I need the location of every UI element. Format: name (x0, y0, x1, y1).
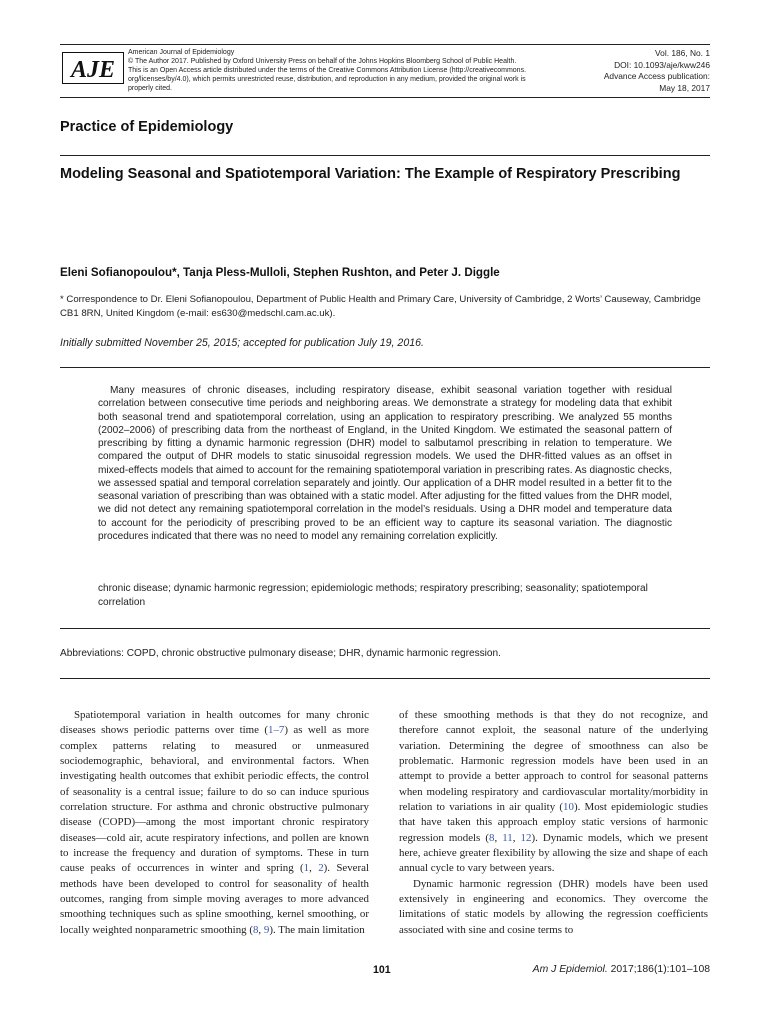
abstract-top-rule (60, 367, 710, 368)
correspondence-note: * Correspondence to Dr. Eleni Sofianopoulou, Department of Public Health and Primary Care, University of Cambridge, 2 Worts’ Causeway, Cambridge CB1 8RN, United Kingdom (e-mail: es630@medschl.cam.ac.uk). (60, 294, 701, 319)
reference-link[interactable]: 9 (263, 923, 270, 936)
reference-link[interactable]: 8 (252, 923, 259, 936)
intro-paragraph-2: Dynamic harmonic regression (DHR) models have been used extensively in engineering and economics. They overcome the limitations of static models by allowing the regression coefficients associated with sine and cosine terms to (399, 877, 708, 936)
author-list: Eleni Sofianopoulou*, Tanja Pless-Mulloli, Stephen Rushton, and Peter J. Diggle (60, 266, 500, 279)
section-title: Practice of Epidemiology (60, 119, 234, 135)
license-line-3: properly cited. (128, 85, 172, 92)
abstract: Many measures of chronic diseases, including respiratory disease, exhibit seasonal variation together with residual correlation between consecutive time periods and neighboring areas. We demonstrate a strategy for modeling data that exhibit both seasonal trend and spatiotemporal correlation, using an application to respiratory prescribing. We analyzed 55 months (2002–2006) of prescribing data from the northeast of England, in the United Kingdom. We estimated the seasonal pattern of prescribing by fitting a dynamic harmonic regression (DHR) model to salbutamol prescribing in relation to temperature. We compared the output of DHR models to static sinusoidal regression models. We used the DHR-fitted values as an offset in mixed-effects models that aimed to account for the remaining spatiotemporal variation in prescribing rates. As diagnostic checks, we assessed spatial and temporal correlation separately and jointly. Our application of a DHR model resulted in a better fit to the seasonal variation of prescribing than was obtained with a static model. After adjusting for the fitted values from the DHR model, we did not detect any remaining spatiotemporal correlation in the model’s residuals. Using a DHR model and temperature data to account for the periodicity of prescribing proved to be an efficient way to capture its seasonal variation. The diagnostic procedures indicated that there was no need to model any remaining correlation explicitly. (98, 385, 672, 542)
reference-link[interactable]: 12 (520, 831, 532, 844)
license-line-2: org/licenses/by/4.0), which permits unrestricted reuse, distribution, and reproduction in any medium, provided the original work is (128, 76, 526, 83)
aje-logo-text: AJE (70, 57, 116, 83)
copyright-line: © The Author 2017. Published by Oxford University Press on behalf of the Johns Hopkins Bloomberg School of Public Health. (128, 58, 517, 65)
reference-link[interactable]: 1–7 (268, 724, 285, 737)
abbreviations: Abbreviations: COPD, chronic obstructive pulmonary disease; DHR, dynamic harmonic regression. (60, 648, 501, 659)
publication-date: May 18, 2017 (659, 82, 710, 93)
volume-issue: Vol. 186, No. 1 (655, 48, 710, 58)
body-column-right (399, 708, 708, 938)
publication-info (570, 48, 710, 94)
reference-link[interactable]: 10 (563, 801, 574, 814)
citation-details: 2017;186(1):101–108 (607, 964, 710, 975)
doi[interactable]: DOI: 10.1093/aje/kww246 (614, 59, 710, 70)
body-top-rule (60, 678, 710, 679)
footer-citation (533, 964, 710, 975)
keywords: chronic disease; dynamic harmonic regression; epidemiologic methods; respiratory prescribing; seasonality; spatiotemporal correlation (98, 583, 648, 608)
section-rule (60, 155, 710, 156)
intro-paragraph-1-continued: of these smoothing methods is that they do not recognize, and therefore cannot exploit, the seasonal nature of the underlying variation. Determining the degree of smoothness can also be problematic. Harmonic regression models have been used in an attempt to provide a better approach to control for seasonal patterns when modeling respiratory and cardiovascular mortality/morbidity in relation to variations in air quality (10). Most epidemiologic studies that have taken this approach employ static versions of harmonic regression models (8, 11, 12). Dynamic models, which we present here, achieve greater flexibility by allowing the size and shape of each annual cycle to vary between years. (399, 709, 709, 875)
journal-info (128, 48, 568, 93)
reference-link[interactable]: 8 (489, 831, 495, 844)
license-line-1: This is an Open Access article distributed under the terms of the Creative Commons Attribution License (http://creativecommons. (128, 67, 527, 74)
journal-abbreviation: Am J Epidemiol. (532, 964, 608, 975)
aje-logo-icon (62, 52, 124, 84)
reference-link[interactable]: 2 (318, 862, 324, 875)
header-top-rule (60, 44, 710, 45)
submission-dates: Initially submitted November 25, 2015; accepted for publication July 19, 2016. (60, 337, 424, 349)
advance-access-label: Advance Access publication: (603, 71, 710, 81)
reference-link[interactable]: 11 (502, 831, 513, 844)
reference-link[interactable]: 1 (303, 862, 310, 875)
intro-paragraph-1: Spatiotemporal variation in health outcomes for many chronic diseases shows periodic patterns over time (1–7) as well as more complex patterns relating to measured or unmeasured sociodemographic, behavioral, and environmental factors. When investigating health outcomes that exhibit periodic effects, the control of seasonality is a central issue; failure to do so can induce spurious correlation structure. For asthma and chronic obstructive pulmonary disease (COPD)—among the most important chronic respiratory diseases—cold air, acute respiratory infections, and pollen are known to increase the frequency and duration of symptoms. These in turn cause peaks of occurrences in winter and spring (1, 2). Several methods have been developed to control for seasonality of health outcomes, ranging from simple moving averages to more advanced smoothing techniques such as spline smoothing, kernel smoothing, or locally weighted nonparametric smoothing (8, 9). The main limitation (60, 709, 370, 936)
journal-name: American Journal of Epidemiology (128, 49, 235, 56)
header-bottom-rule (60, 97, 710, 98)
page-number: 101 (373, 964, 391, 976)
article-title: Modeling Seasonal and Spatiotemporal Variation: The Example of Respiratory Prescribing (60, 166, 681, 182)
body-column-left (60, 708, 369, 938)
abstract-bottom-rule (60, 628, 710, 629)
